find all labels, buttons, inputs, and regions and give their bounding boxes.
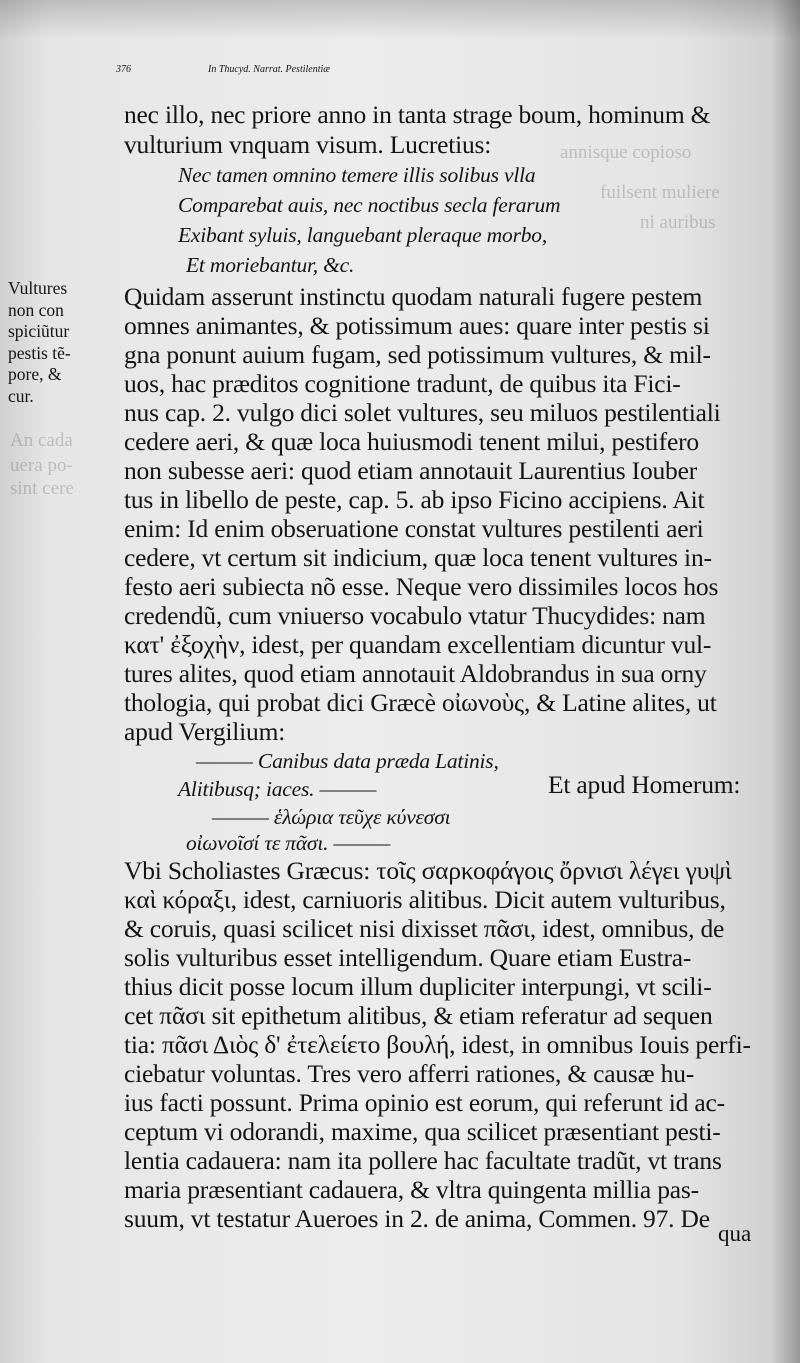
text-line: apud Vergilium: [124, 717, 286, 746]
text-line: Et apud Homerum: [548, 770, 741, 799]
text-line: solis vulturibus esset intelligendum. Quare etiam Eustra- [124, 943, 692, 972]
text-line: tus in libello de peste, cap. 5. ab ipso Ficino accipiens. Ait [124, 485, 705, 514]
text-line: nus cap. 2. vulgo dici solet vultures, seu miluos pestilentiali [124, 398, 721, 427]
running-header [116, 40, 796, 100]
text-line: ius facti possunt. Prima opinio est eorum, qui referunt id ac- [124, 1088, 725, 1117]
text-line: thius dicit posse locum illum dupliciter interpungi, vt scili- [124, 972, 712, 1001]
margin-note-line: spiciũtur [8, 321, 70, 341]
text-line: tures alites, quod etiam annotauit Aldobrandus in sua orny [124, 659, 707, 688]
margin-note-line: cur. [8, 385, 34, 406]
margin-note-line: Vultures [8, 278, 68, 298]
page-top-shadow [0, 0, 800, 40]
text-line: Vbi Scholiastes Græcus: τοῖς σαρκοφάγοις ὄρνισι λέγει γυψὶ [124, 856, 732, 885]
text-line: καὶ κόραξι, idest, carniuoris alitibus. Dicit autem vulturibus, [124, 885, 726, 914]
text-line: κατ' ἐξοχὴν, idest, per quandam excellentiam dicuntur vul- [124, 630, 712, 659]
bleed-through-text: ni auribus [640, 212, 716, 233]
text-line: ceptum vi odorandi, maxime, qua scilicet præsentiant pesti- [124, 1117, 721, 1146]
page-gutter-shadow [772, 0, 800, 1363]
text-line: tia: πᾶσι Διὸς δ' ἐτελείετο βουλή, idest, in omnibus Iouis perfi- [124, 1030, 751, 1059]
text-line: lentia cadauera: nam ita pollere hac facultate tradũt, vt trans [124, 1146, 722, 1175]
text-line: nec illo, nec priore anno in tanta strage boum, hominum & [124, 100, 711, 129]
margin-note-line: pore, & [8, 364, 62, 384]
text-line: maria præsentiant cadauera, & vltra quingenta millia pas- [124, 1175, 699, 1204]
text-line: vulturium vnquam visum. Lucretius: [124, 130, 492, 159]
text-line: omnes animantes, & potissimum aues: quare inter pestis si [124, 311, 710, 340]
text-line: cedere, vt certum sit indicium, quæ loca tenent vultures in- [124, 543, 712, 572]
verse-line: Comparebat auis, nec noctibus secla ferarum [178, 193, 561, 217]
bleed-through-text: An cada [10, 430, 73, 451]
bleed-through-text: uera po- [10, 455, 73, 476]
text-line: festo aeri subiecta nõ esse. Neque vero dissimiles locos hos [124, 572, 719, 601]
verse-line: ——— ἑλώρια τεῦχε κύνεσσι [212, 805, 451, 829]
text-line: thologia, qui probat dici Græcè οἰωνοὺς, & Latine alites, ut [124, 688, 717, 717]
verse-line: Exibant syluis, languebant pleraque morbo, [178, 223, 548, 247]
margin-note-line: pestis tẽ- [8, 342, 71, 363]
bleed-through-text: fuilsent muliere [600, 182, 720, 203]
catchword: qua [718, 1221, 752, 1246]
text-line: uos, hac præditos cognitione tradunt, de quibus ita Fici- [124, 369, 681, 398]
text-line: Quidam asserunt instinctu quodam naturali fugere pestem [124, 282, 703, 311]
verse-line: ——— Canibus data præda Latinis, [196, 749, 499, 773]
text-line: ciebatur voluntas. Tres vero afferri rationes, & causæ hu- [124, 1059, 695, 1088]
text-line: credendũ, cum vniuerso vocabulo vtatur Thucydides: nam [124, 601, 706, 630]
text-line: cet πᾶσι sit epithetum alitibus, & etiam referatur ad sequen [124, 1001, 713, 1030]
text-line: cedere aeri, & quæ loca huiusmodi tenent milui, pestifero [124, 427, 699, 456]
verse-line: οἰωνοῖσί τε πᾶσι. ——— [186, 831, 391, 855]
verse-line: Nec tamen omnino temere illis solibus vlla [178, 163, 536, 187]
running-title: In Thucyd. Narrat. Pestilentiæ [208, 64, 330, 75]
text-line: gna ponunt auium fugam, sed potissimum vultures, & mil- [124, 340, 711, 369]
bleed-through-text: annisque copioso [560, 142, 692, 163]
text-line: & coruis, quasi scilicet nisi dixisset πᾶσι, idest, omnibus, de [124, 914, 725, 943]
text-line: enim: Id enim obseruatione constat vultures pestilenti aeri [124, 514, 704, 543]
marginal-note [8, 278, 120, 407]
margin-note-line: non con [8, 299, 64, 320]
text-line: non subesse aeri: quod etiam annotauit Laurentius Iouber [124, 456, 698, 485]
verse-line: Alitibusq; iaces. ——— [178, 777, 377, 801]
text-line: suum, vt testatur Aueroes in 2. de anima, Commen. 97. De [124, 1204, 710, 1233]
page-number: 376 [116, 64, 131, 75]
bleed-through-text: sint cere [10, 478, 74, 499]
verse-line: Et moriebantur, &c. [186, 253, 355, 277]
